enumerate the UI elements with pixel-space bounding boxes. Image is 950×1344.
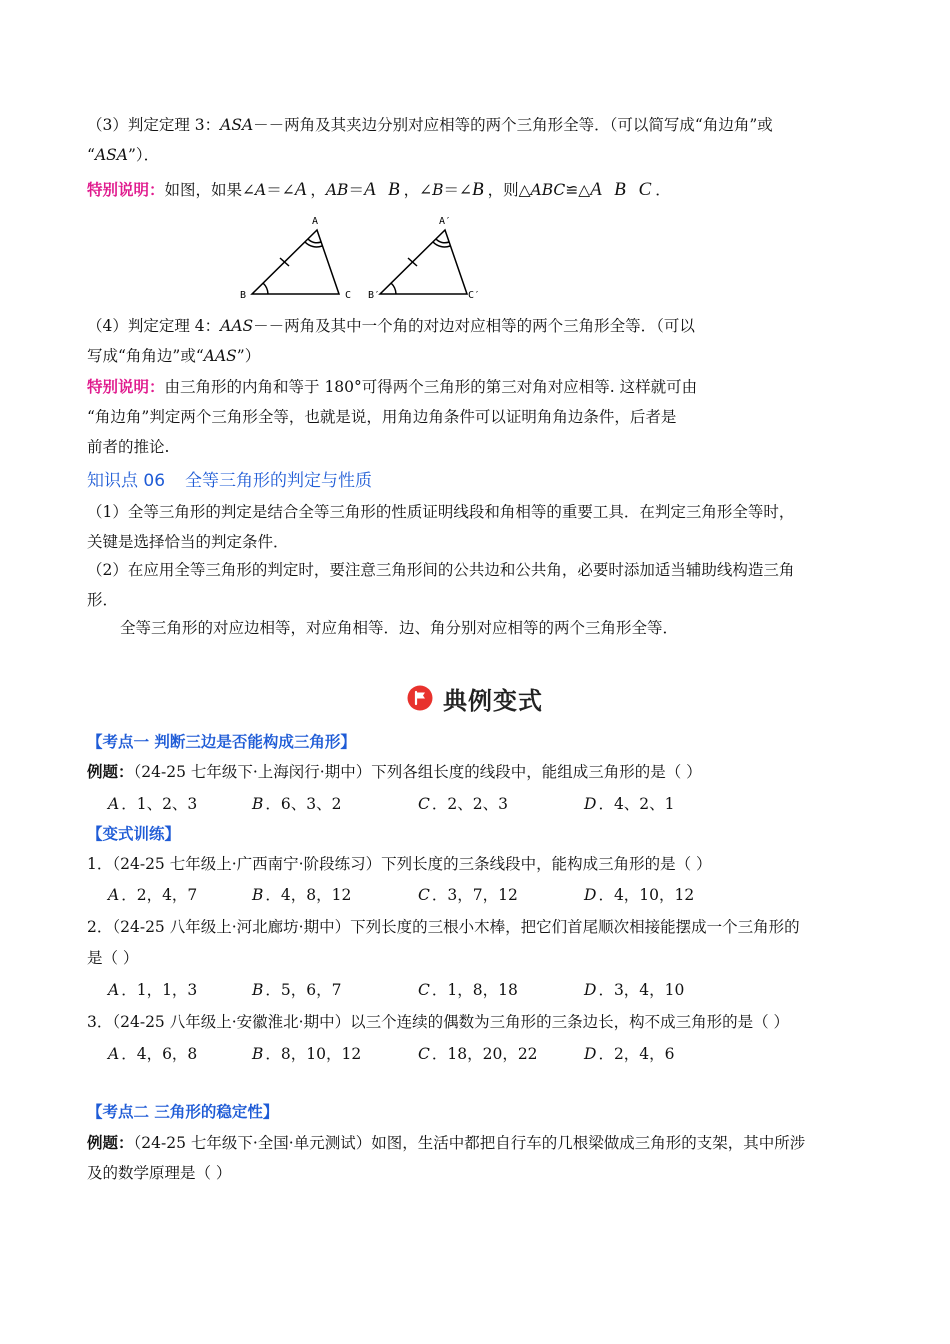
theorem-3-line-2 <box>87 145 159 165</box>
example-label: 例题： <box>87 1133 134 1152</box>
kp06-paragraph-3: 全等三角形的对应边相等，对应角相等．边、角分别对应相等的两个三角形全等． <box>120 619 679 637</box>
triangle-abc <box>252 230 339 294</box>
note-text: ， <box>310 181 326 199</box>
option-text: ．2，4，6 <box>598 1045 675 1063</box>
option-c[interactable] <box>418 1044 538 1064</box>
theorem-4-line2-end: ”） <box>236 347 261 365</box>
option-c[interactable] <box>418 885 518 905</box>
knowledge-point-title: 全等三角形的判定与性质 <box>185 471 373 491</box>
option-text: ．4、2、1 <box>598 795 675 813</box>
option-text: ．2、2、3 <box>431 795 508 813</box>
option-letter: A <box>108 795 120 813</box>
kp06-paragraph-2-line-1: （2）在应用全等三角形的判定时，要注意三角形间的公共边和公共角，必要时添加适当辅助线构造三角 <box>87 561 795 579</box>
kp06-paragraph-1-line-1: （1）全等三角形的判定是结合全等三角形的性质证明线段和角相等的重要工具．在判定三角形全等时， <box>87 503 795 521</box>
note-text: 如图，如果∠ <box>164 181 256 199</box>
special-note-2-line-2: “角边角”判定两个三角形全等，也就是说，用角边角条件可以证明角角边条件，后者是 <box>87 408 677 426</box>
option-text: ．1，8，18 <box>431 981 518 999</box>
option-d[interactable] <box>584 1044 675 1064</box>
theorem-4-line-1 <box>87 316 695 336</box>
triangle-a-b-c-prime <box>380 230 467 294</box>
option-d[interactable] <box>584 980 684 1000</box>
kp06-paragraph-1-line-2: 关键是选择恰当的判定条件． <box>87 533 289 551</box>
option-b[interactable] <box>252 794 341 814</box>
banner-title: 典例变式 <box>443 686 543 715</box>
option-c[interactable] <box>418 794 508 814</box>
note-text: ≌△ <box>565 181 591 199</box>
option-letter: D <box>584 795 597 813</box>
option-c[interactable] <box>418 980 518 1000</box>
theorem-3-abbr: ASA <box>220 116 254 134</box>
theorem-4-abbr: AAS <box>220 317 254 335</box>
option-letter: D <box>584 981 597 999</box>
section-2-title: 【考点二 三角形的稳定性】 <box>87 1102 279 1121</box>
option-letter: B <box>252 981 264 999</box>
variant-training-title: 【变式训练】 <box>87 824 181 843</box>
option-text: ．5，6，7 <box>265 981 342 999</box>
note-2-text: 由三角形的内角和等于 180°可得两个三角形的第三对角对应相等. 这样就可由 <box>164 378 698 396</box>
option-text: ．1、2、3 <box>121 795 198 813</box>
label-c-prime: C′ <box>468 290 481 301</box>
option-letter: C <box>418 981 430 999</box>
angle-mark-a-1 <box>308 239 321 243</box>
special-note-2-line-3: 前者的推论. <box>87 438 170 456</box>
option-letter: D <box>584 886 597 904</box>
option-text: ．6、3、2 <box>265 795 342 813</box>
math-var: A <box>294 179 311 200</box>
theorem-4-line-2 <box>87 346 260 366</box>
knowledge-point-06-heading <box>87 466 372 491</box>
knowledge-point-number: 知识点 06 <box>87 471 166 491</box>
option-text: ．2，4，7 <box>121 886 198 904</box>
angle-mark-b-prime <box>391 283 396 294</box>
special-note-2-line-1 <box>87 377 697 397</box>
math-var: A <box>255 181 267 199</box>
label-a-prime: A′ <box>439 216 452 227</box>
special-note-label: 特别说明： <box>87 180 165 199</box>
theorem-3-prefix: （3）判定定理 3： <box>87 116 221 134</box>
section-1-title: 【考点一 判断三边是否能构成三角形】 <box>87 732 356 751</box>
option-letter: A <box>108 981 120 999</box>
option-letter: D <box>584 1045 597 1063</box>
quote-open: “ <box>87 146 95 164</box>
option-b[interactable] <box>252 980 341 1000</box>
option-text: ．4，8，12 <box>265 886 352 904</box>
note-text: ＝ <box>348 181 364 199</box>
example-text: （24-25 七年级下·上海闵行·期中）下列各组长度的线段中，能组成三角形的是（ ） <box>133 763 702 781</box>
option-letter: C <box>418 1045 430 1063</box>
theorem-4-text: －－两角及其中一个角的对边对应相等的两个三角形全等．（可以 <box>253 317 695 335</box>
quote-close: ”）． <box>127 146 160 164</box>
section-2-example-line-1 <box>87 1133 805 1153</box>
math-var: B <box>432 181 444 199</box>
flag-circle-icon <box>407 685 433 711</box>
option-letter: C <box>418 886 430 904</box>
math-var: AB <box>325 181 349 199</box>
option-text: ．4，10，12 <box>598 886 695 904</box>
option-letter: B <box>252 795 264 813</box>
option-text: ．3，4，10 <box>598 981 685 999</box>
option-text: ．3，7，12 <box>431 886 518 904</box>
label-b: B <box>240 290 247 301</box>
section-2-example-line-2: 及的数学原理是（ ） <box>87 1164 232 1182</box>
math-var: A B <box>363 179 404 200</box>
question-3: 3．（24-25 八年级上·安徽淮北·期中）以三个连续的偶数为三角形的三条边长，构不成三角形的是（ ） <box>87 1013 790 1031</box>
theorem-4-prefix: （4）判定定理 4： <box>87 317 221 335</box>
option-b[interactable] <box>252 885 351 905</box>
option-text: ．4，6，8 <box>121 1045 198 1063</box>
option-a[interactable] <box>108 980 197 1000</box>
note-text: ＝∠ <box>266 181 295 199</box>
angle-mark-a-prime-1 <box>436 239 449 243</box>
option-text: ．8，10，12 <box>265 1045 362 1063</box>
option-letter: A <box>108 886 120 904</box>
note-text: ，则△ <box>487 181 531 199</box>
section-1-example <box>87 762 702 782</box>
note-text: ． <box>655 181 671 199</box>
theorem-3-abbr-2: ASA <box>94 146 128 164</box>
question-1: 1．（24-25 七年级上·广西南宁·阶段练习）下列长度的三条线段中，能构成三角形的是（ ） <box>87 855 712 873</box>
question-2-line-2: 是（ ） <box>87 949 139 967</box>
label-b-prime: B′ <box>368 290 381 301</box>
theorem-3-text: －－两角及其夹边分别对应相等的两个三角形全等．（可以简写成“角边角”或 <box>253 116 773 134</box>
note-text: ，∠ <box>403 181 433 199</box>
label-a: A <box>312 216 319 227</box>
special-note-1 <box>87 180 671 200</box>
example-text: （24-25 七年级下·全国·单元测试）如图，生活中都把自行车的几根梁做成三角形的支架，其中所涉 <box>133 1134 806 1152</box>
option-a[interactable] <box>108 1044 197 1064</box>
congruent-triangles-figure <box>235 212 495 304</box>
option-text: ．18，20，22 <box>431 1045 538 1063</box>
examples-banner <box>407 680 543 716</box>
kp06-paragraph-2-line-2: 形． <box>87 591 119 609</box>
option-d[interactable] <box>584 794 675 814</box>
math-var: A B C <box>590 179 656 200</box>
option-letter: C <box>418 795 430 813</box>
option-d[interactable] <box>584 885 694 905</box>
option-a[interactable] <box>108 885 197 905</box>
special-note-label: 特别说明： <box>87 377 165 396</box>
angle-mark-b <box>263 283 268 294</box>
option-letter: B <box>252 1045 264 1063</box>
theorem-4-abbr-2: AAS <box>203 347 237 365</box>
option-letter: A <box>108 1045 120 1063</box>
theorem-3-line-1 <box>87 115 773 135</box>
math-var: ABC <box>530 181 566 199</box>
option-a[interactable] <box>108 794 197 814</box>
math-var: B <box>471 179 488 200</box>
note-text: ＝∠ <box>443 181 472 199</box>
option-text: ．1，1，3 <box>121 981 198 999</box>
theorem-4-line2-text: 写成“角角边”或“ <box>87 347 204 365</box>
question-2-line-1: 2．（24-25 八年级上·河北廊坊·期中）下列长度的三根小木棒，把它们首尾顺次相接能摆成一个三角形的 <box>87 918 800 936</box>
option-b[interactable] <box>252 1044 361 1064</box>
option-letter: B <box>252 886 264 904</box>
example-label: 例题： <box>87 762 134 781</box>
label-c: C <box>345 290 352 301</box>
